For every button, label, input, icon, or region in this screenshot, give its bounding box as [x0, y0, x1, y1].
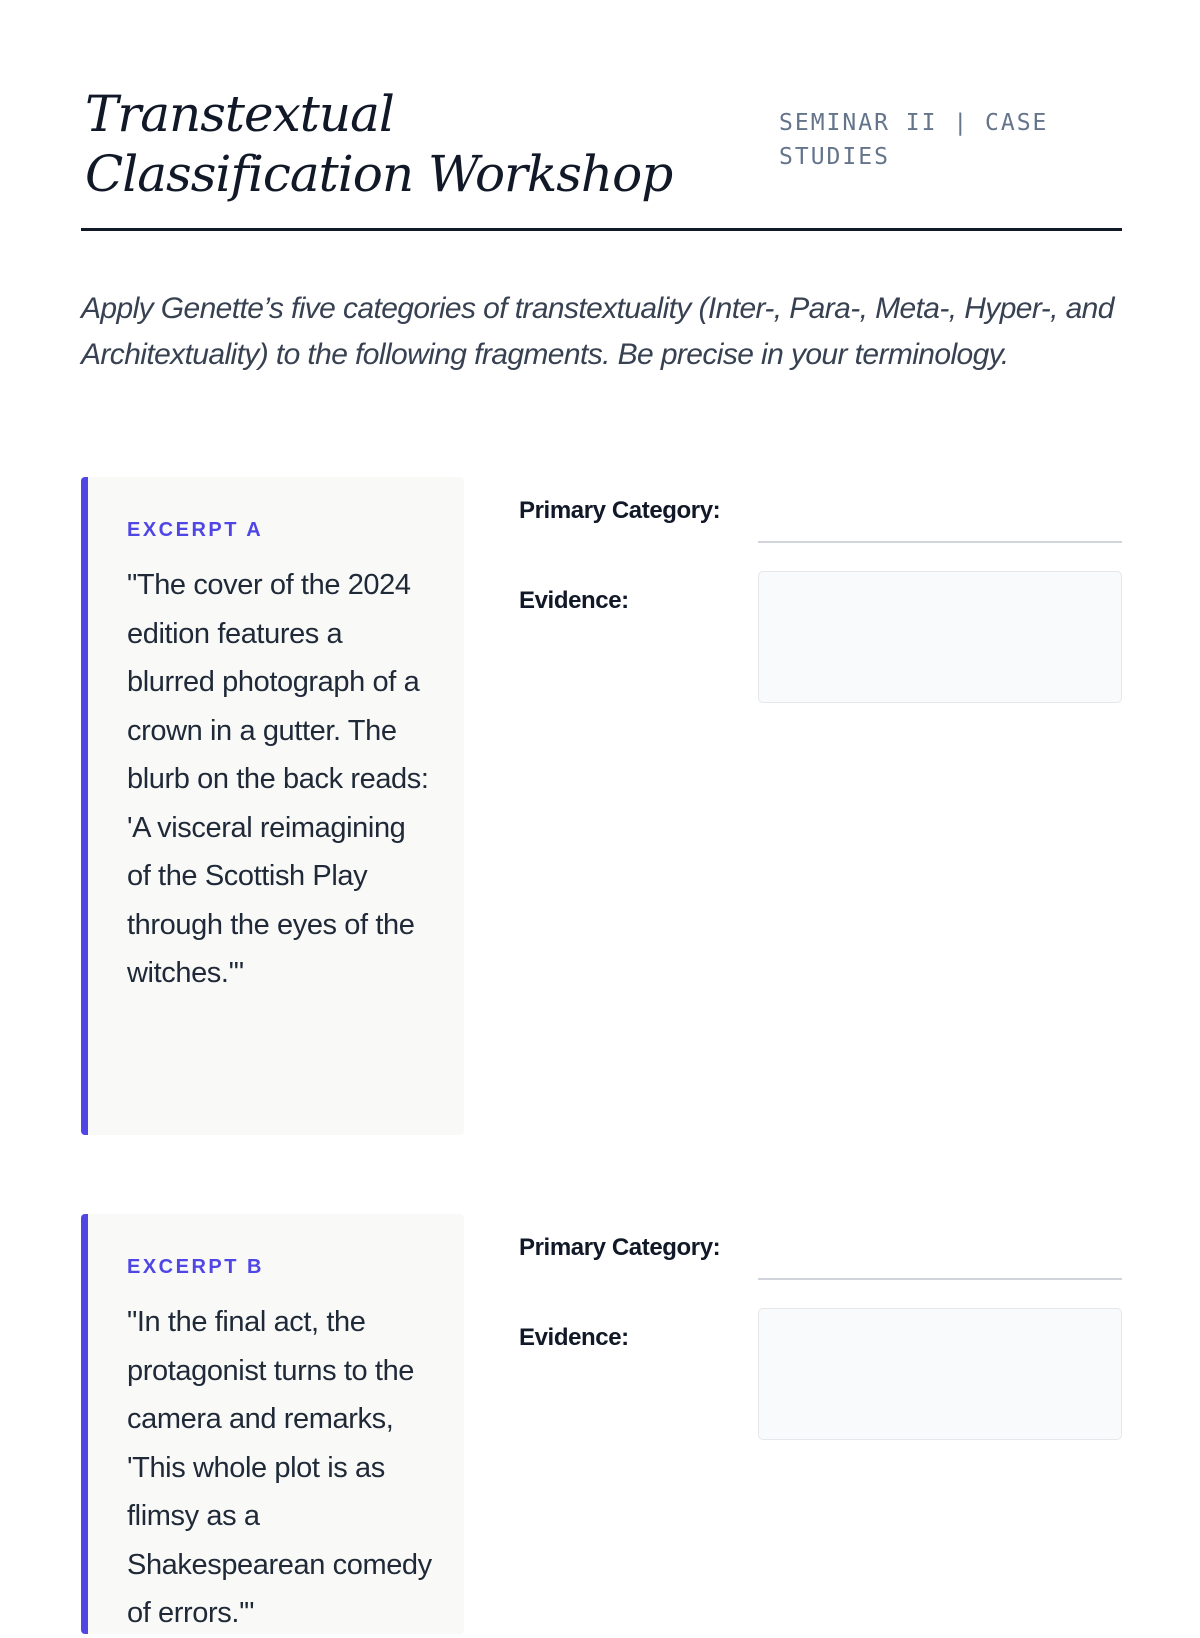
- evidence-textarea[interactable]: [758, 1308, 1122, 1440]
- evidence-label: Evidence:: [519, 587, 629, 614]
- exercise-b: [81, 1214, 1122, 1634]
- excerpt-text: "In the final act, the protagonist turns to the camera and remarks, 'This whole plot is as flimsy as a Shakespearean comedy of errors.'": [127, 1306, 432, 1629]
- evidence-label: Evidence:: [519, 1324, 629, 1351]
- excerpt-card: [81, 477, 464, 1135]
- worksheet-header: [81, 80, 1122, 231]
- excerpt-label: EXCERPT A: [127, 519, 264, 541]
- primary-category-label: Primary Category:: [519, 1234, 721, 1261]
- excerpt-card: [81, 1214, 464, 1634]
- exercise-a: [81, 477, 1122, 1135]
- instructions-text: Apply Genette’s five categories of transtextuality (Inter-, Para-, Meta-, Hyper-, and Architextuality) to the following fragments. Be precise in your terminology.: [81, 292, 1114, 371]
- excerpt-text: "The cover of the 2024 edition features a blurred photograph of a crown in a gutter. The blurb on the back reads: 'A visceral reimagining of the Scottish Play through the eyes of the witches.'": [127, 569, 429, 989]
- primary-category-input[interactable]: [758, 513, 1122, 543]
- evidence-textarea[interactable]: [758, 571, 1122, 703]
- primary-category-input[interactable]: [758, 1250, 1122, 1280]
- page-title: Transtextual Classification Workshop: [85, 85, 673, 203]
- primary-category-label: Primary Category:: [519, 497, 721, 524]
- excerpt-label: EXCERPT B: [127, 1256, 264, 1278]
- seminar-subtitle: SEMINAR II | CASE STUDIES: [779, 110, 1049, 170]
- worksheet-page: [81, 0, 1122, 1629]
